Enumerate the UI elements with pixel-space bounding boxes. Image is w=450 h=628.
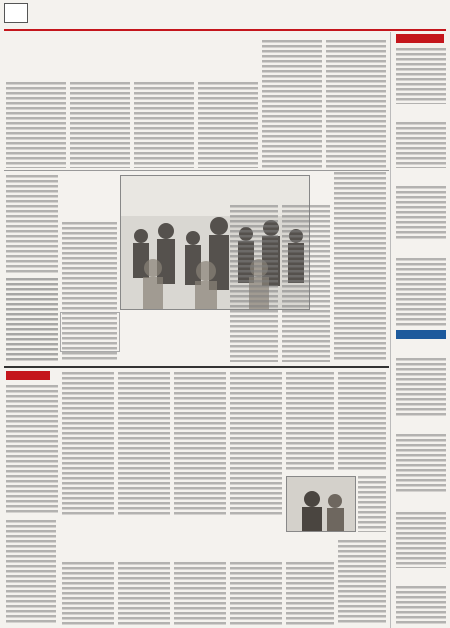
- lead-text-col-4: [198, 82, 258, 168]
- right-text-3: [396, 186, 446, 240]
- holiday-headline-2: [230, 186, 320, 200]
- right-text-6: [396, 434, 446, 494]
- right-top-tag: [396, 34, 444, 43]
- lead-kicker: [6, 40, 126, 54]
- right-column-divider: [390, 32, 391, 628]
- middle-rule: [4, 366, 389, 368]
- right-text-7: [396, 512, 446, 568]
- wide-text-col-1: [62, 562, 114, 625]
- wide-text-col-2: [118, 562, 170, 625]
- right-text-1: [396, 48, 446, 104]
- wide-headline: [60, 520, 340, 542]
- right-text-5: [396, 358, 446, 416]
- right-text-4: [396, 258, 446, 326]
- wide-text-col-6: [338, 540, 386, 625]
- masthead-meta: [32, 6, 172, 16]
- page-number: [4, 3, 28, 23]
- mid-text-col-4: [174, 372, 226, 515]
- mid-text-col-6: [286, 372, 334, 472]
- right-headline-1: [396, 108, 446, 120]
- wide-subtitle: [110, 545, 310, 557]
- right-headline-5: [396, 420, 446, 432]
- masthead-sub-left: [32, 20, 212, 28]
- lead-bottom-rule: [4, 170, 389, 171]
- right-headline-6: [396, 498, 446, 510]
- right-text-8: [396, 586, 446, 624]
- mid-text-col-7: [338, 372, 386, 472]
- mid-text-col-3: [118, 372, 170, 515]
- newspaper-logo: [188, 2, 266, 20]
- feature-byline-box: [60, 312, 120, 352]
- section-name: [392, 3, 446, 17]
- portrait-side-text: [358, 476, 386, 532]
- right-headline-4: [396, 344, 446, 356]
- holiday-text-col-1: [230, 205, 278, 362]
- right-headline-2: [396, 172, 446, 184]
- right-headline-3: [396, 244, 446, 256]
- holiday-text-col-3: [334, 172, 386, 362]
- mid-text-col-5: [230, 372, 282, 515]
- lead-text-col-6: [326, 40, 386, 168]
- wide-text-col-3: [174, 562, 226, 625]
- lead-text-col-3: [134, 82, 194, 168]
- right-text-2: [396, 122, 446, 168]
- feature-headline: [62, 200, 182, 218]
- wide-text-col-5: [286, 562, 334, 625]
- lead-text-col-5: [262, 40, 322, 168]
- masthead-sub-right: [300, 20, 446, 28]
- wide-text-col-4: [230, 562, 282, 625]
- left-sidebar-text: [6, 175, 58, 273]
- lead-text-col-1: [6, 82, 66, 168]
- mid-text-col-2: [62, 372, 114, 515]
- holiday-headline-1: [230, 172, 320, 186]
- right-headline-7: [396, 572, 446, 584]
- mid-left-text: [6, 385, 58, 515]
- lead-text-col-2: [70, 82, 130, 168]
- masthead-rule: [4, 29, 446, 31]
- wide-left-text: [6, 520, 56, 625]
- lead-headline: [6, 55, 236, 77]
- right-block-tag: [396, 330, 446, 339]
- left-sidebar-text-2: [6, 278, 58, 362]
- section-tag: [6, 371, 50, 380]
- holiday-text-col-2: [282, 205, 330, 362]
